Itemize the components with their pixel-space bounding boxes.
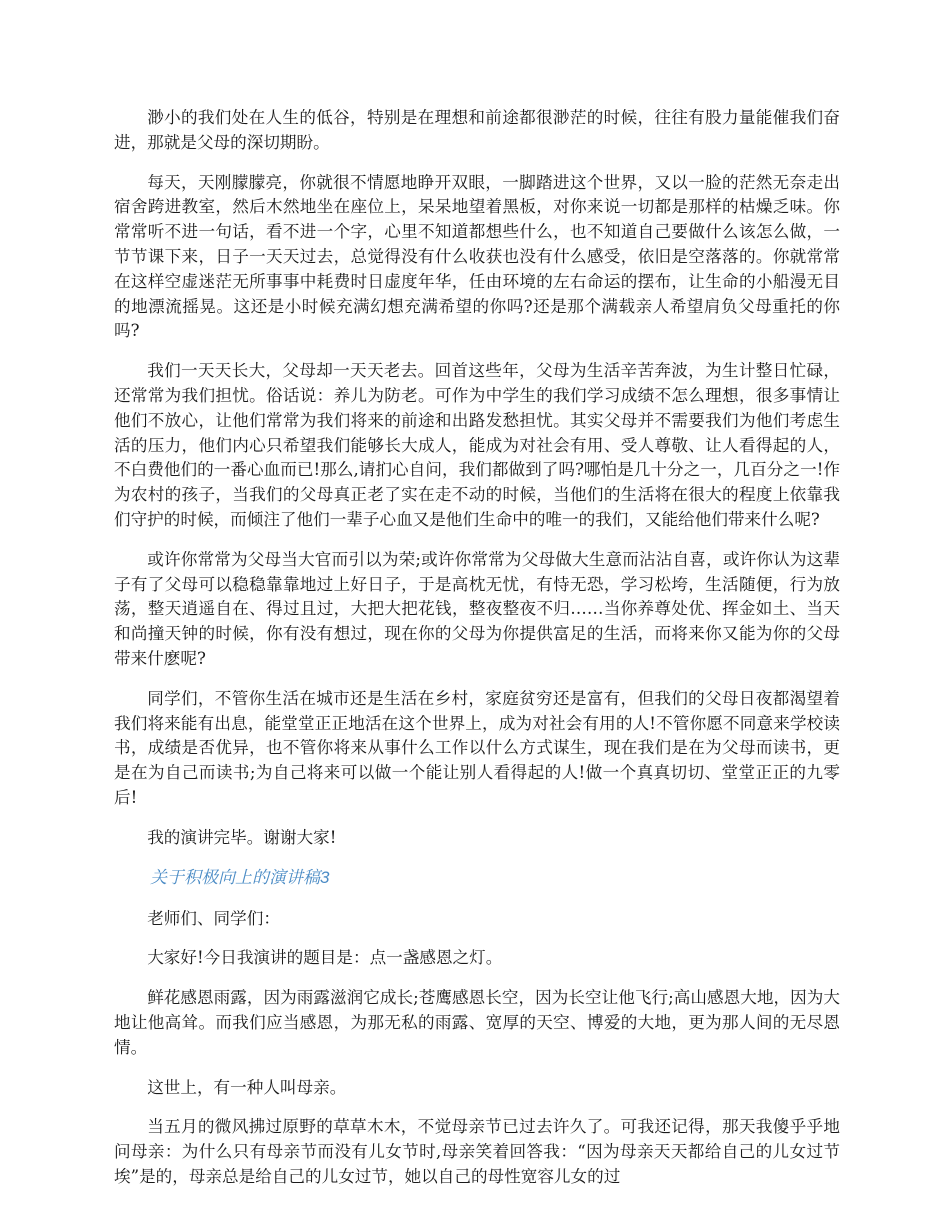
paragraph-mother: 这世上，有一种人叫母亲。: [147, 1077, 347, 1097]
paragraph-closing: 我的演讲完毕。谢谢大家!: [147, 827, 337, 847]
paragraph-low-point: 渺小的我们处在人生的低谷，特别是在理想和前途都很渺茫的时候，往往有股力量能催我们奋进，那就是父母的深切期盼。: [114, 108, 840, 152]
paragraph-may-breeze: 当五月的微风拂过原野的草草木木，不觉母亲节已过去许久了。可我还记得，那天我傻乎乎地问母亲：为什么只有母亲节而没有儿女节时,母亲笑着回答我：“因为母亲天天都给自己的儿女过节埃”是的，母亲总是给自己的儿女过节，她以自己的母性宽容儿女的过: [114, 1117, 840, 1186]
paragraph-salutation: 老师们、同学们：: [147, 908, 280, 928]
section-heading: 关于积极向上的演讲稿3: [150, 867, 330, 887]
paragraph-growing-up: 我们一天天长大，父母却一天天老去。回首这些年，父母为生活辛苦奔波，为生计整日忙碌，还常常为我们担忧。俗话说：养儿为防老。可作为中学生的我们学习成绩不怎么理想，很多事情让他们不放心，让他们常常为我们将来的前途和出路发愁担忧。其实父母并不需要我们为他们考虑生活的压力，他们内心只希望我们能够长大成人，能成为对社会有用、受人尊敬、让人看得起的人，不白费他们的一番心血而已!那么,请扪心自问，我们都做到了吗?哪怕是几十分之一，几百分之一!作为农村的孩子，当我们的父母真正老了实在走不动的时候，当他们的生活将在很大的程度上依靠我们守护的时候，而倾注了他们一辈子心血又是他们生命中的唯一的我们，又能给他们带来什么呢?: [114, 361, 840, 529]
document-body: [114, 106, 840, 1205]
paragraph-classmates: 同学们，不管你生活在城市还是生活在乡村，家庭贫穷还是富有，但我们的父母日夜都渴望着我们将来能有出息，能堂堂正正地活在这个世界上，成为对社会有用的人!不管你愿不同意来学校读书，成绩是否优异，也不管你将来从事什么工作以什么方式谋生，现在我们是在为父母而读书，更是在为自己而读书;为自己将来可以做一个能让别人看得起的人!做一个真真切切、堂堂正正的九零后!: [114, 688, 840, 807]
paragraph-perhaps: 或许你常常为父母当大官而引以为荣;或许你常常为父母做大生意而沾沾自喜，或许你认为这辈子有了父母可以稳稳靠靠地过上好日子，于是高枕无忧，有恃无恐，学习松垮，生活随便，行为放荡，整天逍遥自在、得过且过，大把大把花钱，整夜整夜不归……当你养尊处优、挥金如土、当天和尚撞天钟的时候，你有没有想过，现在你的父母为你提供富足的生活，而将来你又能为你的父母带来什麽呢?: [114, 549, 840, 668]
paragraph-gratitude: 鲜花感恩雨露，因为雨露滋润它成长;苍鹰感恩长空，因为长空让他飞行;高山感恩大地，因为大地让他高耸。而我们应当感恩，为那无私的雨露、宽厚的天空、博爱的大地，更为那人间的无尽恩情。: [114, 988, 840, 1057]
paragraph-topic: 大家好!今日我演讲的题目是：点一盏感恩之灯。: [147, 948, 503, 968]
paragraph-every-day: 每天，天刚朦朦亮，你就很不情愿地睁开双眼，一脚踏进这个世界，又以一脸的茫然无奈走出宿舍跨进教室，然后木然地坐在座位上，呆呆地望着黑板，对你来说一切都是那样的枯燥乏味。你常常听不进一句话，看不进一个字，心里不知道都想些什么，也不知道自己要做什么该怎么做，一节节课下来，日子一天天过去，总觉得没有什么收获也没有什么感受，依旧是空落落的。你就常常在这样空虚迷茫无所事事中耗费时日虚度年华，任由环境的左右命运的摆布，让生命的小船漫无目的地漂流摇晃。这还是小时候充满幻想充满希望的你吗?还是那个满载亲人希望肩负父母重托的你吗?: [114, 172, 840, 341]
